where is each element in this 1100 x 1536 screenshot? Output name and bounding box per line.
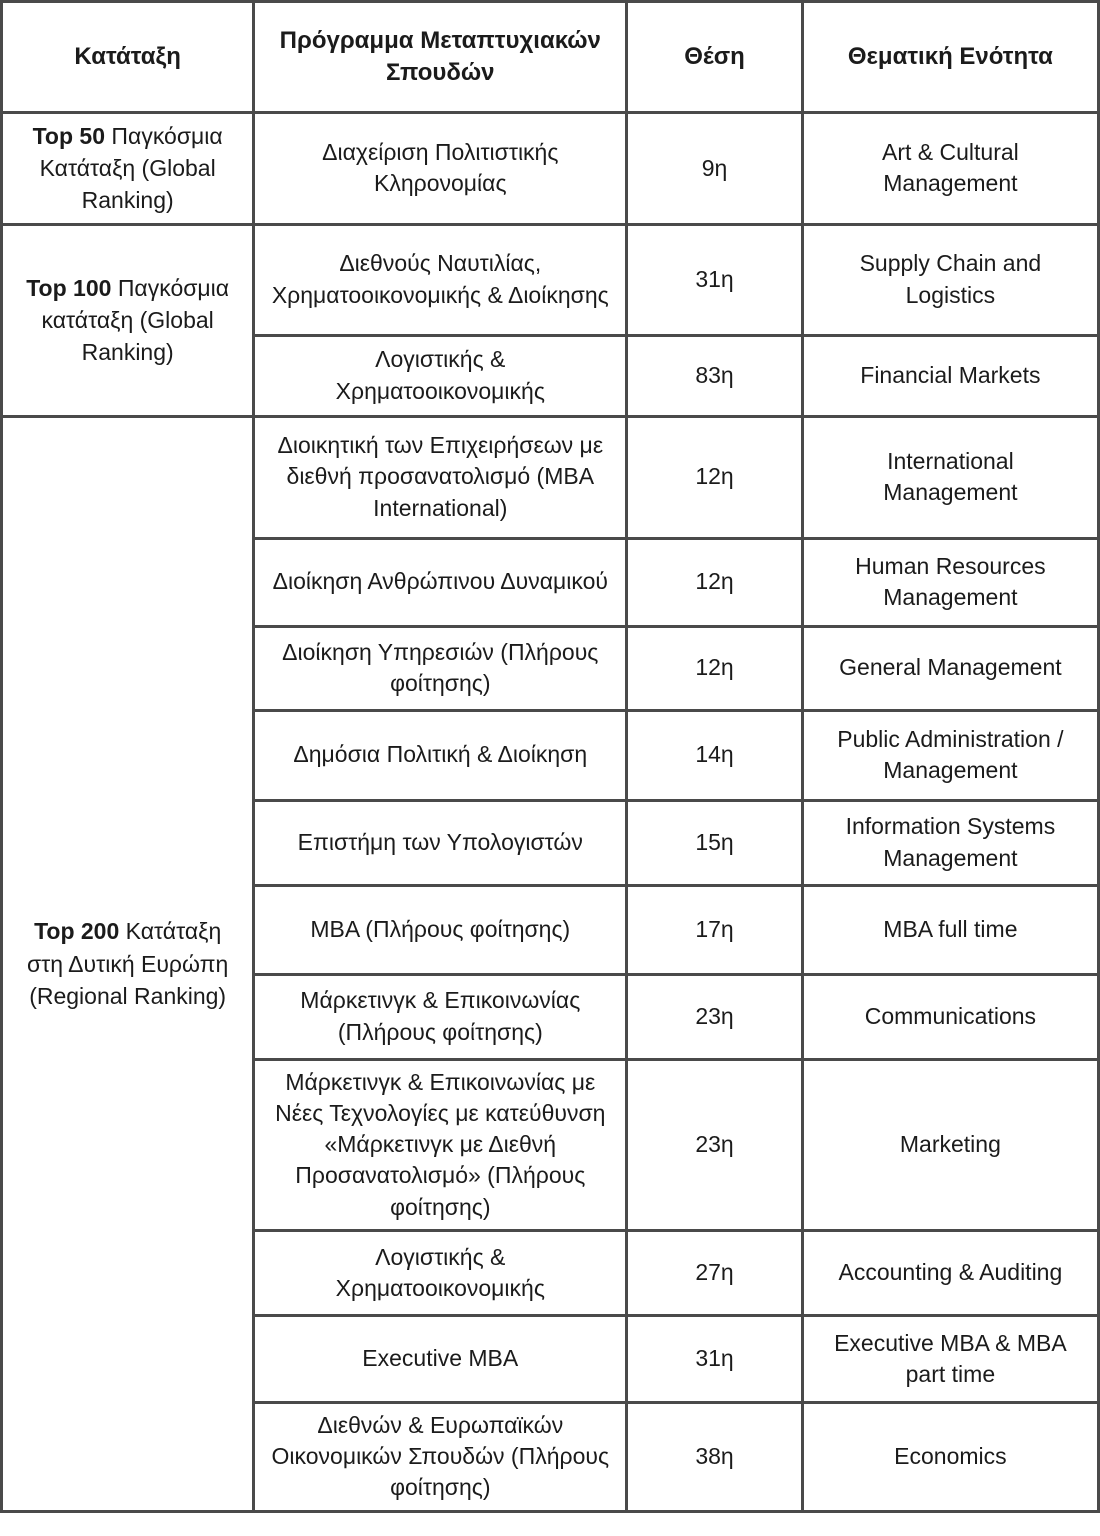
- position-cell: 12η: [627, 538, 803, 626]
- table-header: [2, 2, 1099, 113]
- area-cell: Art & Cultural Management: [802, 113, 1098, 225]
- program-cell: Executive MBA: [254, 1315, 627, 1402]
- program-cell: Επιστήμη των Υπολογιστών: [254, 800, 627, 885]
- header-row: [2, 2, 1099, 113]
- position-cell: 31η: [627, 1315, 803, 1402]
- position-cell: 17η: [627, 885, 803, 974]
- program-cell: Λογιστικής & Χρηματοοικονομικής: [254, 335, 627, 416]
- rank-group-label-bold: Top 200: [34, 918, 120, 945]
- program-cell: Διαχείριση Πολιτιστικής Κληρονομίας: [254, 113, 627, 225]
- position-cell: 9η: [627, 113, 803, 225]
- position-cell: 12η: [627, 626, 803, 710]
- program-cell: Διεθνούς Ναυτιλίας, Χρηματοοικονομικής & Διοίκησης: [254, 224, 627, 335]
- position-cell: 12η: [627, 416, 803, 538]
- rank-group-label: Παγκόσμια Κατάταξη (Global Ranking): [39, 123, 223, 214]
- program-cell: Διοίκηση Ανθρώπινου Δυναμικού: [254, 538, 627, 626]
- table-row: [2, 224, 1099, 335]
- area-cell: MBA full time: [802, 885, 1098, 974]
- rank-group-label: Κατάταξη στη Δυτική Ευρώπη (Regional Ranking): [26, 918, 229, 1009]
- program-cell: Μάρκετινγκ & Επικοινωνίας με Νέες Τεχνολογίες με κατεύθυνση «Μάρκετινγκ με Διεθνή Προσανατολισμό» (Πλήρους φοίτησης): [254, 1059, 627, 1230]
- position-cell: 14η: [627, 710, 803, 800]
- rank-group-label: Παγκόσμια κατάταξη (Global Ranking): [41, 274, 230, 366]
- position-cell: 83η: [627, 335, 803, 416]
- header-cell-ranking: Κατάταξη: [2, 2, 254, 113]
- program-cell: Διοίκηση Υπηρεσιών (Πλήρους φοίτησης): [254, 626, 627, 710]
- program-cell: Διοικητική των Επιχειρήσεων με διεθνή προσανατολισμό (MBA International): [254, 416, 627, 538]
- position-cell: 31η: [627, 224, 803, 335]
- area-cell: Executive MBA & MBA part time: [802, 1315, 1098, 1402]
- table-body: [2, 113, 1099, 1512]
- area-cell: Information Systems Management: [802, 800, 1098, 885]
- program-cell: Μάρκετινγκ & Επικοινωνίας (Πλήρους φοίτησης): [254, 974, 627, 1059]
- area-cell: Financial Markets: [802, 335, 1098, 416]
- area-cell: Accounting & Auditing: [802, 1230, 1098, 1315]
- position-cell: 23η: [627, 1059, 803, 1230]
- area-cell: Communications: [802, 974, 1098, 1059]
- header-cell-program: Πρόγραμμα Μεταπτυχιακών Σπουδών: [254, 2, 627, 113]
- position-cell: 15η: [627, 800, 803, 885]
- table-row: [2, 416, 1099, 538]
- area-cell: International Management: [802, 416, 1098, 538]
- rank-group-label-bold: Top 100: [26, 274, 112, 301]
- position-cell: 27η: [627, 1230, 803, 1315]
- program-cell: MBA (Πλήρους φοίτησης): [254, 885, 627, 974]
- position-cell: 38η: [627, 1402, 803, 1511]
- program-cell: Διεθνών & Ευρωπαϊκών Οικονομικών Σπουδών (Πλήρους φοίτησης): [254, 1402, 627, 1511]
- area-cell: Economics: [802, 1402, 1098, 1511]
- rank-group-label-bold: Top 50: [32, 123, 106, 149]
- rank-group-cell: [2, 416, 254, 1511]
- area-cell: Human Resources Management: [802, 538, 1098, 626]
- rank-group-cell: [2, 113, 254, 225]
- area-cell: Public Administration / Management: [802, 710, 1098, 800]
- position-cell: 23η: [627, 974, 803, 1059]
- header-cell-area: Θεματική Ενότητα: [802, 2, 1098, 113]
- header-cell-position: Θέση: [627, 2, 803, 113]
- table-row: [2, 113, 1099, 225]
- rank-group-cell: [2, 224, 254, 416]
- area-cell: General Management: [802, 626, 1098, 710]
- program-cell: Δημόσια Πολιτική & Διοίκηση: [254, 710, 627, 800]
- program-cell: Λογιστικής & Χρηματοοικονομικής: [254, 1230, 627, 1315]
- area-cell: Marketing: [802, 1059, 1098, 1230]
- area-cell: Supply Chain and Logistics: [802, 224, 1098, 335]
